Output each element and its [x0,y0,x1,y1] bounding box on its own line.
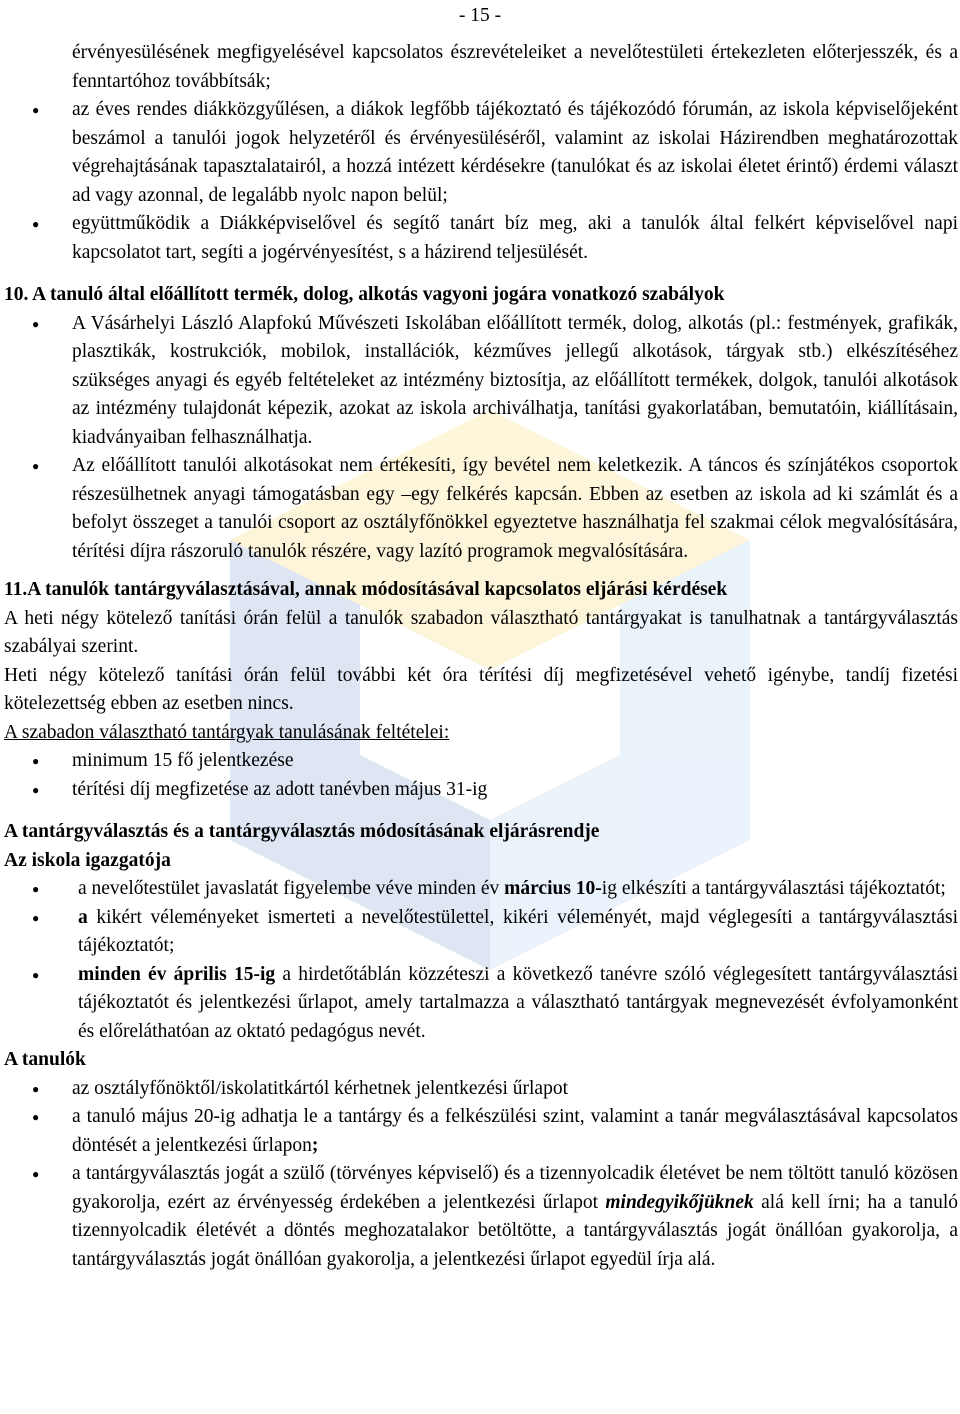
list-item: ● a nevelőtestület javaslatát figyelembe véve minden év március 10-ig elkészíti a tantárgyválasztási tájékoztatót; [4,875,958,904]
list-item: ● A Vásárhelyi László Alapfokú Művészeti Iskolában előállított termék, dolog, alkotás (pl.: festmények, grafikák, plasztikák, kostrukciók, mobilok, installációk, kézműves jellegű alkotások, tárgyak stb.) elkészítéséhez szükséges anyagi és egyéb feltételeket az intézmény biztosítja, az előállított termékek, dolgok, tanulói alkotások az intézmény tulajdonát képezik, azokat az iskola archiválhatja, tanítási gyakorlatában, bemutatóin, kiállításain, kiadványaiban felhasználhatja. [4,310,958,453]
list-item: ● térítési díj megfizetése az adott tanévben május 31-ig [4,776,958,805]
list-item: ● a kikért véleményeket ismerteti a nevelőtestülettel, kikéri véleményét, majd véglegesíti a tantárgyválasztási tájékoztatót; [4,904,958,961]
list-item: ● Az előállított tanulói alkotásokat nem értékesíti, így bevétel nem keletkezik. A táncos és színjátékos csoportok részesülhetnek anyagi támogatásban egy –egy felkérés kapcsán. Ebben az esetben az iskola ad ki számlát és a befolyt összeget a tanulói csoport az osztályfőnökkel egyeztetve használhatja fel szakmai célok megvalósítására, térítési díjra rászoruló tanulók részére, vagy lazító programok megvalósítására. [4,452,958,566]
procedure-heading: A tantárgyválasztás és a tantárgyválasztás módosításának eljárásrendje [4,821,600,842]
document-body [4,39,958,1274]
list-item: ● minimum 15 fő jelentkezése [4,747,958,776]
page-number: - 15 - [458,5,502,26]
section-10-list [4,310,958,567]
list-item: ● az éves rendes diákközgyűlésen, a diákok legfőbb tájékoztató és tájékozódó fórumán, az iskola képviselőjeként beszámol a tanulói jogok helyzetéről és érvényesüléséről, valamint az iskolai Házirendben meghatározottak végrehajtásának tapasztalatairól, a hozzá intézett kérdésekre (tanulókat és az iskolai életet érintő) érdemi választ ad vagy azonnal, de legalább nyolc napon belül; [4,96,958,210]
section-11-paragraph: A heti négy kötelező tanítási órán felül a tanulók szabadon választható tantárgyakat is tanulhatnak a tantárgyválasztás szabályai szerint. [4,607,958,657]
list-item: ● minden év április 15-ig a hirdetőtáblán közzéteszi a következő tanévre szóló véglegesített tantárgyválasztási tájékoztatót és jelentkezési űrlapot, amely tartalmazza a választható tantárgyak megnevezését évfolyamonként és előreláthatóan az oktató pedagógus nevét. [4,961,958,1047]
list-item: ● a tantárgyválasztás jogát a szülő (törvényes képviselő) és a tizennyolcadik életévet be nem töltött tanuló közösen gyakorolja, ezért az érvényesség érdekében a jelentkezési űrlapot mindegyikőjüknek alá kell írni; ha a tanuló tizennyolcadik életévét a döntés meghozatalakor betöltötte, a tantárgyválasztás jogát önállóan gyakorolja, a tantárgyválasztás jogát önállóan gyakorolja, a jelentkezési űrlapot egyedül írja alá. [4,1160,958,1274]
students-heading: A tanulók [4,1049,86,1070]
section-11-paragraph: Heti négy kötelező tanítási órán felül további két óra térítési díj megfizetésével vehető igénybe, tandíj fizetési kötelezettség ebben az esetben nincs. [4,664,958,714]
conditions-title: A szabadon választható tantárgyak tanulásának feltételei: [4,721,450,743]
intro-list [4,96,958,267]
list-item: ● együttműködik a Diákképviselővel és segítő tanárt bíz meg, aki a tanulók által felkért képviselővel napi kapcsolatot tart, segíti a jogérvényesítést, s a házirend teljesülését. [4,210,958,267]
section-10-heading: 10. A tanuló által előállított termék, dolog, alkotás vagyoni jogára vonatkozó szabályok [4,284,725,305]
students-list [4,1075,958,1275]
list-item: ● az osztályfőnöktől/iskolatitkártól kérhetnek jelentkezési űrlapot [4,1075,958,1104]
principal-list [4,875,958,1046]
list-item: ● a tanuló május 20-ig adhatja le a tantárgy és a felkészülési szint, valamint a tanár megválasztásával kapcsolatos döntését a jelentkezési űrlapon; [4,1103,958,1160]
section-11-heading: 11.A tanulók tantárgyválasztásával, annak módosításával kapcsolatos eljárási kérdések [4,579,728,600]
principal-heading: Az iskola igazgatója [4,849,171,871]
intro-continuation: érvényesülésének megfigyelésével kapcsolatos észrevételeiket a nevelőtestületi értekezleten előterjesszék, és a fenntartóhoz továbbítsák; [72,42,958,92]
conditions-list [4,747,958,804]
